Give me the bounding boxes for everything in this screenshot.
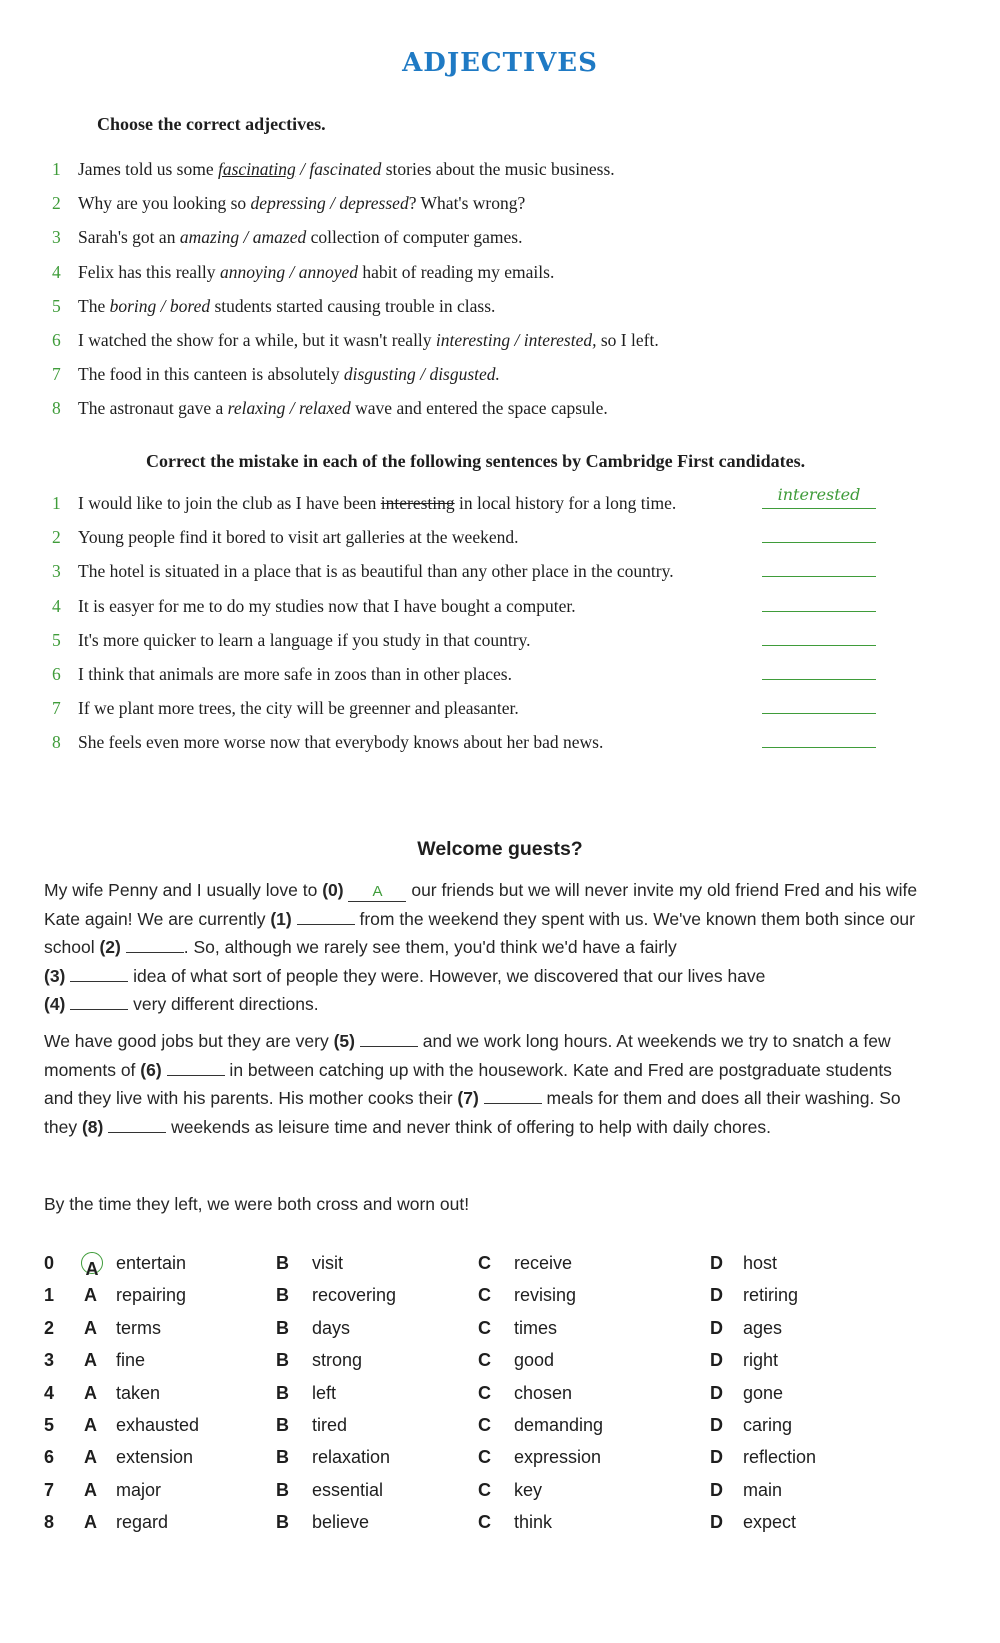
exercise1-item (52, 190, 525, 216)
option-letter-b[interactable]: B (276, 1479, 289, 1500)
exercise2-item (52, 558, 674, 584)
option-letter-a[interactable]: A (84, 1512, 97, 1533)
option-separator: / (285, 398, 299, 419)
option-row-number: 2 (44, 1317, 55, 1338)
option-row (44, 1474, 944, 1506)
option-b[interactable]: amazed (252, 227, 307, 248)
option-b[interactable]: bored (169, 295, 211, 316)
option-letter-c[interactable]: C (478, 1285, 491, 1306)
option-d[interactable]: reflection (743, 1447, 817, 1468)
option-letter-b[interactable]: B (276, 1414, 289, 1435)
option-b[interactable]: fascinated (309, 159, 382, 179)
option-a[interactable]: annoying (219, 261, 286, 282)
item-number: 3 (52, 561, 61, 582)
exercise1-item (52, 293, 495, 319)
sentence-start: James told us some (78, 159, 218, 179)
item-number: 5 (52, 295, 61, 316)
option-d[interactable]: retiring (743, 1285, 799, 1306)
answer-field[interactable] (762, 689, 876, 714)
paragraph-1: My wife Penny and I usually love to (0) A our friends but we will never invite my old friend Fred and his wife Kate again! We are currently (1) from the weekend they spent with us. We've known them both since our school (2) . So, although we rarely see them, you'd think we'd have a fairly (3) idea of what sort of people they were. However, we discovered that our lives have (4) very different directions. (44, 880, 918, 1014)
option-a[interactable]: exhausted (116, 1414, 200, 1435)
option-b[interactable]: recovering (312, 1285, 397, 1306)
option-b[interactable]: depressed (339, 193, 409, 214)
sentence-end: ? What's wrong? (408, 193, 526, 214)
option-separator: / (510, 330, 524, 350)
option-letter-d[interactable]: D (710, 1350, 723, 1371)
option-row-number: 1 (44, 1285, 55, 1306)
item-number: 4 (52, 595, 61, 616)
option-a[interactable]: boring (109, 295, 157, 316)
exercise1-item (52, 259, 554, 285)
item-number: 6 (52, 664, 61, 684)
option-letter-a[interactable]: A (84, 1414, 97, 1435)
option-letter-a[interactable]: A (84, 1447, 97, 1468)
text-title: Welcome guests? (417, 838, 583, 860)
sentence-end: habit of reading my emails. (358, 261, 555, 282)
sentence-start: It is easyer for me to do my studies now that I have bought a computer. (78, 595, 576, 616)
exercise2-item (52, 627, 531, 653)
option-a[interactable]: entertain (116, 1253, 187, 1273)
sentence-start: Young people find it bored to visit art galleries at the weekend. (78, 527, 519, 548)
option-row (44, 1441, 944, 1473)
option-letter-b[interactable]: B (276, 1350, 289, 1371)
option-letter-c[interactable]: C (478, 1414, 491, 1435)
option-b[interactable]: disgusted. (429, 364, 500, 385)
option-a[interactable]: fine (116, 1350, 146, 1371)
option-c[interactable]: receive (514, 1253, 573, 1273)
answer-field[interactable] (762, 552, 876, 577)
option-row (44, 1312, 944, 1344)
sentence-end: collection of computer games. (306, 227, 523, 248)
answer-field[interactable] (762, 587, 876, 612)
option-d[interactable]: expect (743, 1512, 797, 1533)
option-row (44, 1279, 944, 1311)
option-d[interactable]: host (743, 1253, 778, 1273)
option-letter-b[interactable]: B (276, 1447, 289, 1468)
option-b[interactable]: visit (312, 1253, 343, 1273)
sentence-end: students started causing trouble in class. (210, 295, 496, 316)
option-b[interactable]: essential (312, 1479, 384, 1500)
option-letter-d[interactable]: D (710, 1479, 723, 1500)
option-letter-a[interactable]: A (84, 1479, 97, 1500)
exercise1-item (52, 327, 659, 353)
option-row (44, 1247, 944, 1279)
sentence-start: It's more quicker to learn a language if you study in that country. (78, 629, 531, 650)
option-b[interactable]: strong (312, 1350, 363, 1371)
option-b[interactable]: tired (312, 1414, 348, 1435)
sentence-start: I think that animals are more safe in zoos than in other places. (78, 664, 512, 684)
option-a[interactable]: relaxing (227, 398, 286, 419)
option-row-number: 3 (44, 1350, 55, 1371)
option-c[interactable]: expression (514, 1447, 602, 1468)
option-letter-b[interactable]: B (276, 1382, 289, 1403)
option-letter-c[interactable]: C (478, 1512, 491, 1533)
gap-2[interactable] (126, 934, 184, 953)
option-letter-d[interactable]: D (710, 1253, 723, 1273)
option-letter-b[interactable]: B (276, 1253, 289, 1273)
answer-options (44, 1247, 944, 1539)
option-letter-b[interactable]: B (276, 1317, 289, 1338)
exercise2-item (52, 490, 676, 516)
option-row (44, 1377, 944, 1409)
option-row (44, 1409, 944, 1441)
sentence-start: Felix has this really (78, 261, 220, 282)
sentence-start: The (78, 295, 110, 316)
option-b[interactable]: days (312, 1317, 351, 1338)
option-letter-b[interactable]: B (276, 1512, 289, 1533)
option-row-number: 7 (44, 1479, 55, 1500)
option-b[interactable]: left (312, 1382, 337, 1403)
gap-8[interactable] (108, 1114, 166, 1133)
item-number: 3 (52, 227, 61, 248)
answer-field[interactable] (762, 655, 876, 680)
sentence-start: The astronaut gave a (78, 398, 228, 419)
option-letter-c[interactable]: C (478, 1253, 491, 1273)
sentence-start: If we plant more trees, the city will be greenner and pleasanter. (78, 698, 519, 719)
option-a[interactable]: regard (116, 1512, 169, 1533)
item-number: 2 (52, 527, 61, 548)
exercise2-item (52, 524, 518, 550)
option-letter-c[interactable]: C (478, 1382, 491, 1403)
exercise1-item (52, 395, 608, 421)
sentence-start: The food in this canteen is absolutely (78, 364, 344, 385)
option-separator: / (156, 295, 170, 316)
exercise2-heading: Correct the mistake in each of the following sentences by Cambridge First candidates. (146, 451, 806, 471)
item-number: 7 (52, 698, 61, 719)
sentence-end: so I left. (596, 330, 659, 350)
option-a[interactable]: depressing (250, 193, 326, 214)
option-row-number: 0 (44, 1253, 55, 1273)
option-separator: / (295, 159, 310, 179)
item-number: 6 (52, 330, 61, 350)
option-b[interactable]: relaxed (298, 398, 351, 419)
option-row (44, 1506, 944, 1538)
option-separator: / (325, 193, 340, 214)
option-c[interactable]: chosen (514, 1382, 573, 1403)
option-letter-d[interactable]: D (710, 1382, 723, 1403)
option-row-number: 8 (44, 1512, 55, 1533)
exercise2-item (52, 695, 519, 721)
answer-field[interactable] (762, 723, 876, 748)
item-number: 1 (52, 159, 61, 179)
option-a[interactable]: amazing (179, 227, 240, 248)
exercise1-item (52, 361, 500, 387)
item-number: 5 (52, 629, 61, 650)
item-number: 8 (52, 398, 61, 419)
option-a[interactable]: fascinating (218, 159, 296, 179)
option-letter-c[interactable]: C (478, 1447, 491, 1468)
option-c[interactable]: demanding (514, 1414, 604, 1435)
option-letter-b[interactable]: B (276, 1285, 289, 1306)
option-letter-a[interactable]: A (81, 1252, 103, 1274)
option-letter-c[interactable]: C (478, 1479, 491, 1500)
option-a[interactable]: interesting (435, 330, 511, 350)
option-c[interactable]: key (514, 1479, 543, 1500)
sentence-start: She feels even more worse now that everybody knows about her bad news. (78, 732, 604, 753)
option-letter-d[interactable]: D (710, 1414, 723, 1435)
gap-6[interactable] (167, 1057, 225, 1076)
option-letter-d[interactable]: D (710, 1447, 723, 1468)
option-b[interactable]: annoyed (298, 261, 358, 282)
option-a[interactable]: disgusting (343, 364, 416, 385)
exercise1-item (52, 156, 615, 182)
option-d[interactable]: caring (743, 1414, 793, 1435)
option-letter-a[interactable]: A (84, 1317, 97, 1338)
sentence-start: I watched the show for a while, but it wasn't really (78, 330, 436, 350)
gap-7[interactable] (484, 1085, 542, 1104)
exercise2-item (52, 661, 512, 687)
item-number: 8 (52, 732, 61, 753)
exercise1-heading: Choose the correct adjectives. (97, 114, 326, 134)
gap-3[interactable] (70, 963, 128, 982)
sentence-start: I would like to join the club as I have been (78, 493, 381, 513)
option-a[interactable]: taken (116, 1382, 161, 1403)
option-a[interactable]: terms (116, 1317, 161, 1338)
struck-word: interesting (380, 493, 455, 513)
sentence-start: Sarah's got an (78, 227, 180, 248)
option-separator: / (239, 227, 253, 248)
option-c[interactable]: times (514, 1317, 558, 1338)
item-number: 1 (52, 493, 61, 513)
gap-0[interactable]: A (348, 883, 406, 902)
gap-1[interactable] (297, 906, 355, 925)
option-c[interactable]: good (514, 1350, 555, 1371)
item-number: 4 (52, 261, 61, 282)
paragraph-2: We have good jobs but they are very (5) and we work long hours. At weekends we try to snatch a few moments of (6) in between catching up with the housework. Kate and Fred are postgraduate students and they live with his parents. His mother cooks their (7) meals for them and does all their washing. So they (8) weekends as leisure time and never think of offering to help with daily chores. (44, 1027, 924, 1141)
option-a[interactable]: extension (116, 1447, 194, 1468)
sentence-end: wave and entered the space capsule. (350, 398, 608, 419)
option-row-number: 5 (44, 1414, 55, 1435)
option-letter-a[interactable]: A (84, 1350, 97, 1371)
option-b[interactable]: relaxation (312, 1447, 391, 1468)
option-b[interactable]: interested, (523, 330, 597, 350)
item-number: 7 (52, 364, 61, 385)
option-separator: / (415, 364, 430, 385)
gap-5[interactable] (360, 1028, 418, 1047)
option-a[interactable]: repairing (116, 1285, 187, 1306)
exercise2-item (52, 593, 576, 619)
page-title: ADJECTIVES (402, 48, 598, 78)
exercise2-item (52, 729, 603, 755)
option-letter-d[interactable]: D (710, 1317, 723, 1338)
answer-field[interactable]: interested (762, 484, 876, 509)
option-d[interactable]: ages (743, 1317, 783, 1338)
option-row-number: 4 (44, 1382, 55, 1403)
option-letter-a[interactable]: A (84, 1285, 97, 1306)
option-c[interactable]: think (514, 1512, 553, 1533)
answer-field[interactable] (762, 621, 876, 646)
sentence-end: in local history for a long time. (454, 493, 677, 513)
option-separator: / (285, 261, 299, 282)
option-letter-c[interactable]: C (478, 1350, 491, 1371)
exercise1-item (52, 224, 522, 250)
option-b[interactable]: believe (312, 1512, 370, 1533)
gap-4[interactable] (70, 991, 128, 1010)
sentence-end: stories about the music business. (381, 159, 615, 179)
option-letter-d[interactable]: D (710, 1512, 723, 1533)
option-d[interactable]: right (743, 1350, 779, 1371)
option-c[interactable]: revising (514, 1285, 577, 1306)
option-letter-c[interactable]: C (478, 1317, 491, 1338)
option-d[interactable]: main (743, 1479, 783, 1500)
option-letter-d[interactable]: D (710, 1285, 723, 1306)
option-row-number: 6 (44, 1447, 55, 1468)
sentence-start: Why are you looking so (78, 193, 251, 214)
item-number: 2 (52, 193, 61, 214)
option-row (44, 1344, 944, 1376)
option-letter-a[interactable]: A (84, 1382, 97, 1403)
option-d[interactable]: gone (743, 1382, 784, 1403)
answer-field[interactable] (762, 518, 876, 543)
sentence-start: The hotel is situated in a place that is as beautiful than any other place in the country. (78, 561, 674, 582)
option-a[interactable]: major (116, 1479, 162, 1500)
paragraph-3: By the time they left, we were both cross and worn out! (44, 1194, 470, 1214)
